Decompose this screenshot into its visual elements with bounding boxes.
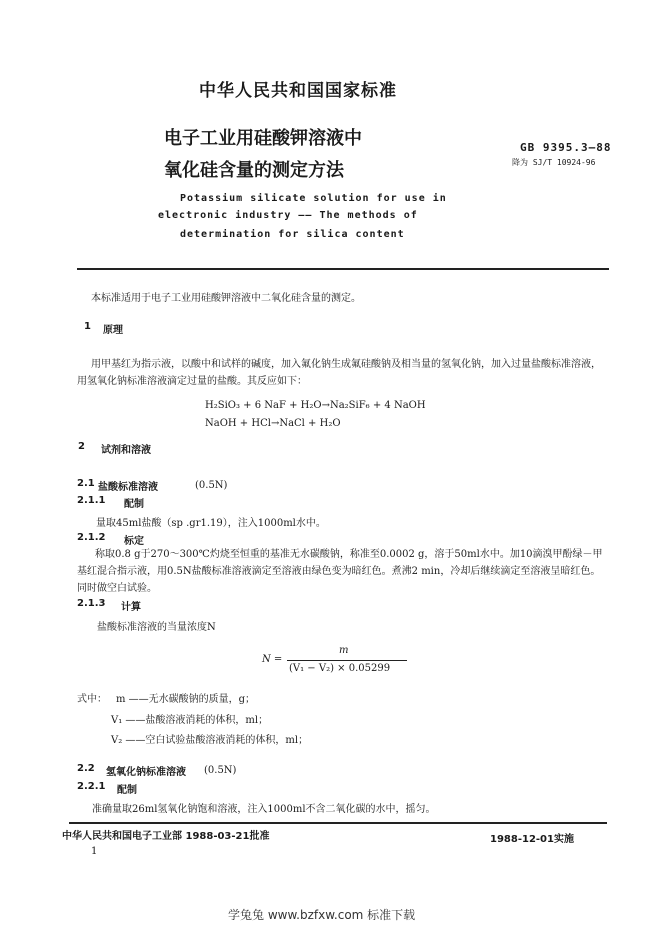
section-2-1-2-title: 标定: [124, 536, 144, 547]
section-1-text: 用甲基红为指示液，以酸中和试样的碱度，加入氟化钠生成氟硅酸钠及相当量的氢氧化钠，加入过量盐酸标准溶液，用氢氧化钠标准溶液滴定过量的盐酸。其反应如下：: [77, 359, 601, 387]
national-standard-heading: 中华人民共和国国家标准: [199, 81, 397, 101]
section-2-1-2-number: 2.1.2: [77, 532, 106, 543]
section-2-1-3-number: 2.1.3: [77, 598, 106, 609]
section-2-2-concentration: (0.5N): [204, 765, 237, 776]
section-2-number: 2: [78, 441, 85, 452]
section-2-2-1-text: 准确量取26ml氢氧化钠饱和溶液，注入1000ml不含二氧化碳的水中，摇匀。: [92, 804, 436, 815]
section-2-1-3-title: 计算: [121, 602, 141, 613]
where-label: 式中：: [77, 694, 107, 705]
section-2-1-3-text: 盐酸标准溶液的当量浓度N: [97, 622, 216, 633]
formula-numerator: m: [339, 645, 349, 656]
title-line-2: 氧化硅含量的测定方法: [164, 160, 344, 181]
section-2-1-1-text: 量取45ml盐酸（sp .gr1.19），注入1000ml水中。: [96, 518, 326, 529]
section-2-1-concentration: (0.5N): [195, 480, 228, 491]
scope-text: 本标准适用于电子工业用硅酸钾溶液中二氧化硅含量的测定。: [91, 293, 361, 304]
section-2-title: 试剂和溶液: [101, 445, 151, 456]
formula-fraction-bar: [287, 660, 407, 661]
formula-lhs: N =: [262, 654, 283, 665]
section-1-title: 原理: [103, 325, 123, 336]
site-watermark: 学兔兔 www.bzfxw.com 标准下载: [228, 908, 416, 922]
section-2-2-1-number: 2.2.1: [77, 781, 106, 792]
section-2-2-number: 2.2: [77, 763, 95, 774]
approval-info: 中华人民共和国电子工业部 1988-03-21批准: [62, 831, 270, 842]
replacement-note: 降为 SJ/T 10924-96: [512, 158, 596, 167]
english-title-line-1: Potassium silicate solution for use in: [180, 193, 447, 204]
english-title-line-3: determination for silica content: [180, 229, 405, 240]
footer-divider: [69, 822, 607, 824]
where-v2: V₂ ——空白试验盐酸溶液消耗的体积，ml；: [111, 735, 309, 746]
section-1-number: 1: [84, 321, 91, 332]
title-line-1: 电子工业用硅酸钾溶液中: [164, 128, 362, 149]
standard-code: GB 9395.3—88: [520, 141, 612, 154]
section-2-1-number: 2.1: [77, 478, 95, 489]
where-v1: V₁ ——盐酸溶液消耗的体积，ml；: [111, 715, 269, 726]
formula-denominator: (V₁ − V₂) × 0.05299: [289, 663, 391, 674]
section-2-2-title: 氢氧化钠标准溶液: [106, 767, 186, 778]
section-2-1-1-number: 2.1.1: [77, 495, 106, 506]
implementation-date: 1988-12-01实施: [490, 834, 574, 845]
section-2-1-1-title: 配制: [124, 499, 144, 510]
page-number: 1: [91, 846, 98, 857]
section-2-1-2-text: 称取0.8 g于270～300℃灼烧至恒重的基准无水碳酸钠，称准至0.0002 g，溶于50ml水中。加10滴溴甲酚绿－甲基红混合指示液，用0.5N盐酸标准溶液滴定至溶液由绿色变为暗红色。煮沸2 min，冷却后继续滴定至溶液呈暗红色。同时做空白试验。: [77, 549, 603, 594]
reaction-equation-2: NaOH + HCl→NaCl + H₂O: [205, 418, 341, 429]
section-2-1-title: 盐酸标准溶液: [98, 482, 158, 493]
where-m: m ——无水碳酸钠的质量，g；: [116, 694, 256, 705]
header-divider: [77, 268, 609, 270]
english-title-line-2: electronic industry —— The methods of: [158, 210, 418, 221]
section-2-2-1-title: 配制: [117, 785, 137, 796]
reaction-equation-1: H₂SiO₃ + 6 NaF + H₂O→Na₂SiF₆ + 4 NaOH: [205, 400, 426, 411]
